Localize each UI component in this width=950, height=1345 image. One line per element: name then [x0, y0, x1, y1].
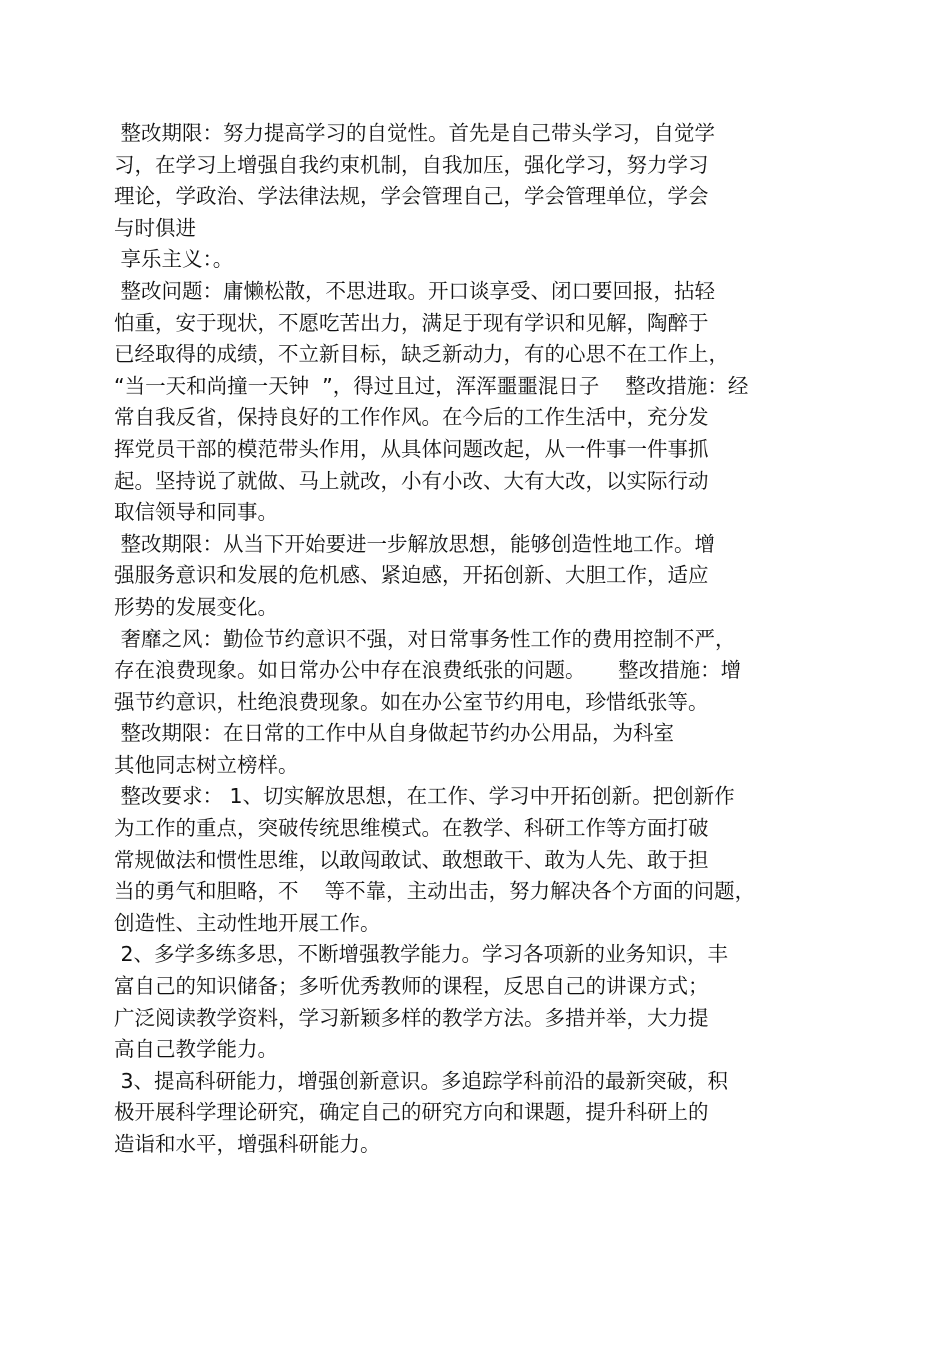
text-line: 起。坚持说了就做、马上就改，小有小改、大有大改，以实际行动	[114, 468, 709, 493]
text-line: 整改问题：庸懒松散，不思进取。开口谈享受、闭口要回报，拈轻	[114, 278, 716, 303]
text-line: 整改期限：努力提高学习的自觉性。首先是自己带头学习，自觉学	[114, 121, 716, 145]
text-line: “当一天和尚撞一天钟 ”，得过且过，浑浑噩噩混日子 整改措施：经	[114, 373, 749, 398]
text-line: 奢靡之风：勤俭节约意识不强，对日常事务性工作的费用控制不严，	[114, 626, 736, 651]
text-line: 富自己的知识储备；多听优秀教师的课程，反思自己的讲课方式；	[114, 974, 709, 999]
text-line: 3、提高科研能力，增强创新意识。多追踪学科前沿的最新突破，积	[114, 1068, 729, 1093]
text-line: 当的勇气和胆略，不 等不靠，主动出击，努力解决各个方面的问题，	[114, 879, 756, 904]
text-line: 2、多学多练多思，不断增强教学能力。学习各项新的业务知识，丰	[114, 942, 729, 967]
text-line: 形势的发展变化。	[114, 594, 278, 619]
text-line: 常自我反省，保持良好的工作作风。在今后的工作生活中，充分发	[114, 405, 709, 430]
text-line: 理论，学政治、学法律法规，学会管理自己，学会管理单位，学会	[114, 184, 709, 209]
text-line: 挥党员干部的模范带头作用，从具体问题改起，从一件事一件事抓	[114, 436, 709, 461]
text-line: 整改期限：在日常的工作中从自身做起节约办公用品，为科室	[114, 721, 675, 746]
text-line: 整改要求： 1、切实解放思想，在工作、学习中开拓创新。把创新作	[114, 784, 735, 809]
text-line: 其他同志树立榜样。	[114, 752, 299, 777]
text-line: 取信领导和同事。	[114, 500, 278, 525]
text-line: 高自己教学能力。	[114, 1037, 278, 1062]
document-body	[114, 118, 834, 1161]
text-line: 强服务意识和发展的危机感、紧迫感，开拓创新、大胆工作，适应	[114, 563, 709, 588]
text-line: 创造性、主动性地开展工作。	[114, 910, 381, 935]
text-line: 极开展科学理论研究，确定自己的研究方向和课题，提升科研上的	[114, 1100, 709, 1125]
text-line: 整改期限：从当下开始要进一步解放思想，能够创造性地工作。增	[114, 531, 716, 556]
text-line: 与时俱进	[114, 215, 196, 240]
text-line: 常规做法和惯性思维，以敢闯敢试、敢想敢干、敢为人先、敢于担	[114, 847, 709, 872]
text-line: 已经取得的成绩，不立新目标，缺乏新动力，有的心思不在工作上，	[114, 342, 729, 367]
text-line: 怕重，安于现状，不愿吃苦出力，满足于现有学识和见解，陶醉于	[114, 310, 709, 335]
text-line: 为工作的重点，突破传统思维模式。在教学、科研工作等方面打破	[114, 816, 709, 841]
text-line: 造诣和水平，增强科研能力。	[114, 1132, 381, 1156]
text-line: 存在浪费现象。如日常办公中存在浪费纸张的问题。 整改措施：增	[114, 658, 742, 683]
text-line: 广泛阅读教学资料，学习新颖多样的教学方法。多措并举，大力提	[114, 1005, 709, 1030]
text-line: 习，在学习上增强自我约束机制，自我加压，强化学习，努力学习	[114, 152, 709, 177]
text-line: 强节约意识，杜绝浪费现象。如在办公室节约用电，珍惜纸张等。	[114, 689, 709, 714]
text-line: 享乐主义：。	[114, 247, 234, 272]
